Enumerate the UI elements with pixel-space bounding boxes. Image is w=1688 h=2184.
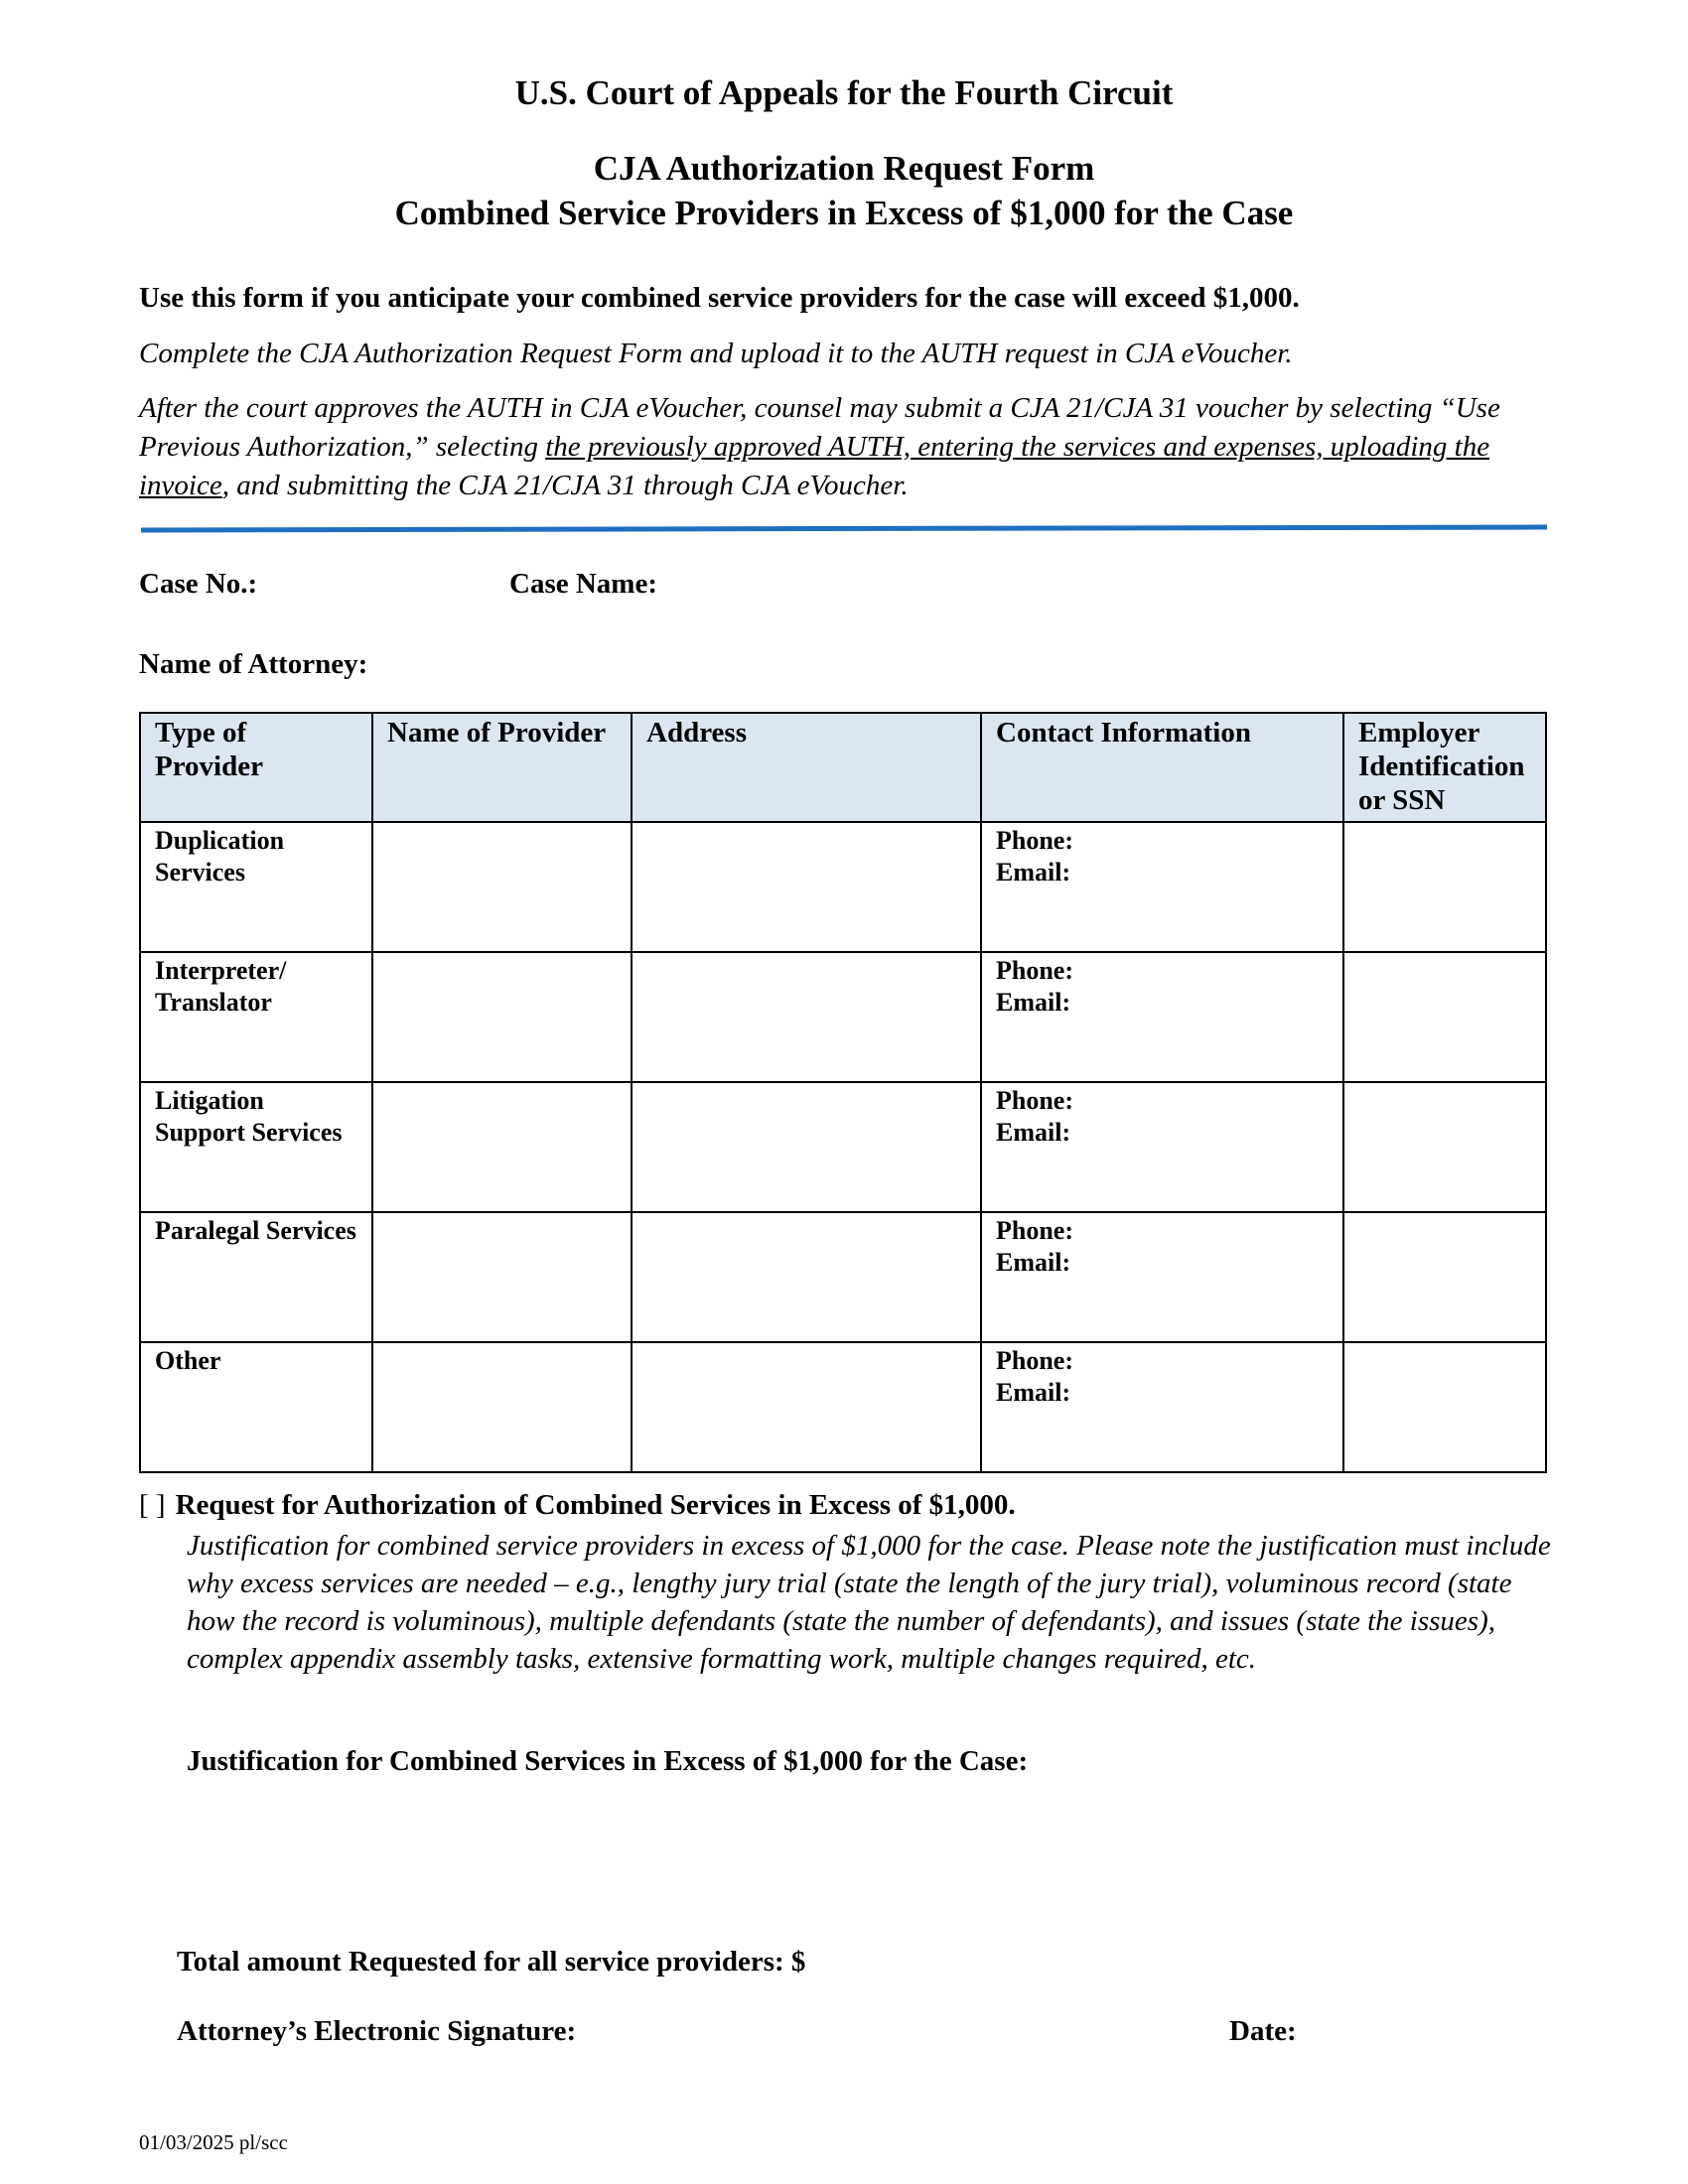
court-title: U.S. Court of Appeals for the Fourth Circuit — [514, 73, 1174, 112]
header-address: Address — [632, 713, 981, 822]
email-label: Email: — [996, 1118, 1071, 1147]
contact-info-cell[interactable] — [981, 1342, 1343, 1472]
signature-label: Attorney’s Electronic Signature: — [177, 2015, 577, 2047]
email-label: Email: — [996, 1378, 1071, 1407]
header-contact-information: Contact Information — [981, 713, 1343, 822]
provider-address-cell[interactable] — [632, 1212, 981, 1342]
email-label: Email: — [996, 1248, 1071, 1277]
provider-address-cell[interactable] — [632, 822, 981, 952]
email-label: Email: — [996, 988, 1071, 1017]
form-revision-code: 01/03/2025 pl/scc — [139, 2130, 288, 2154]
phone-label: Phone: — [996, 1346, 1073, 1375]
phone-label: Phone: — [996, 826, 1073, 855]
form-title: CJA Authorization Request Form — [593, 149, 1095, 188]
authorization-checkbox[interactable]: [ ] — [139, 1489, 166, 1521]
provider-name-cell[interactable] — [372, 822, 632, 952]
table-row — [140, 1342, 1546, 1472]
provider-type-cell: Paralegal Services — [140, 1212, 372, 1342]
instruction-line-2 — [139, 389, 1549, 505]
provider-address-cell[interactable] — [632, 1082, 981, 1212]
form-subtitle: Combined Service Providers in Excess of $1,000 for the Case — [394, 194, 1294, 232]
phone-label: Phone: — [996, 1216, 1073, 1245]
case-name-label: Case Name: — [509, 568, 657, 600]
table-header-row — [140, 713, 1546, 822]
total-amount-label: Total amount Requested for all service providers: $ — [177, 1946, 806, 1978]
email-label: Email: — [996, 858, 1071, 887]
attorney-name-label: Name of Attorney: — [139, 648, 368, 680]
date-label: Date: — [1229, 2015, 1297, 2047]
phone-label: Phone: — [996, 956, 1073, 985]
instruction-line-1: Complete the CJA Authorization Request Form and upload it to the AUTH request in CJA eVoucher. — [139, 338, 1293, 369]
authorization-request-title: Request for Authorization of Combined Services in Excess of $1,000. — [175, 1489, 1016, 1521]
header-employer-identification: Employer Identification or SSN — [1343, 713, 1546, 822]
table-row — [140, 1082, 1546, 1212]
contact-info-cell[interactable] — [981, 952, 1343, 1082]
table-row — [140, 822, 1546, 952]
provider-type-cell: Other — [140, 1342, 372, 1472]
contact-info-cell[interactable] — [981, 822, 1343, 952]
provider-address-cell[interactable] — [632, 1342, 981, 1472]
provider-name-cell[interactable] — [372, 952, 632, 1082]
contact-info-cell[interactable] — [981, 1212, 1343, 1342]
header-type-of-provider: Type of Provider — [140, 713, 372, 822]
instruction-line-2-end: , and submitting the CJA 21/CJA 31 through CJA eVoucher. — [221, 470, 909, 501]
provider-type-cell: Litigation Support Services — [140, 1082, 372, 1212]
phone-label: Phone: — [996, 1086, 1073, 1115]
provider-name-cell[interactable] — [372, 1342, 632, 1472]
case-no-label: Case No.: — [139, 568, 258, 600]
provider-name-cell[interactable] — [372, 1082, 632, 1212]
table-row — [140, 1212, 1546, 1342]
section-divider — [141, 525, 1547, 533]
employer-id-cell[interactable] — [1343, 1342, 1546, 1472]
service-providers-table — [139, 712, 1547, 1473]
provider-type-cell: Duplication Services — [140, 822, 372, 952]
justification-heading: Justification for Combined Services in Excess of $1,000 for the Case: — [187, 1745, 1029, 1777]
header-name-of-provider: Name of Provider — [372, 713, 632, 822]
instruction-line-2-underlined: the previously approved AUTH, entering the services and expenses, uploading the invoice — [139, 431, 1490, 501]
employer-id-cell[interactable] — [1343, 1082, 1546, 1212]
justification-note: Justification for combined service providers in excess of $1,000 for the case. Please note the justification must include why excess services are needed – e.g., lengthy jury trial (state the length of the jury trial), voluminous record (state how the record is voluminous), multiple defendants (state the number of defendants), and issues (state the issues), complex appendix assembly tasks, extensive formatting work, multiple changes required, etc. — [187, 1530, 1551, 1675]
instruction-bold-line: Use this form if you anticipate your combined service providers for the case will exceed $1,000. — [139, 282, 1300, 314]
employer-id-cell[interactable] — [1343, 952, 1546, 1082]
provider-address-cell[interactable] — [632, 952, 981, 1082]
table-row — [140, 952, 1546, 1082]
contact-info-cell[interactable] — [981, 1082, 1343, 1212]
instruction-line-2-start: After the court approves the AUTH in CJA eVoucher, counsel may submit a CJA 21/CJA 31 voucher by selecting “Use Previous Authorization,” selecting — [139, 392, 1500, 463]
authorization-request-line — [139, 1489, 1016, 1522]
provider-type-cell: Interpreter/ Translator — [140, 952, 372, 1082]
employer-id-cell[interactable] — [1343, 1212, 1546, 1342]
provider-name-cell[interactable] — [372, 1212, 632, 1342]
employer-id-cell[interactable] — [1343, 822, 1546, 952]
